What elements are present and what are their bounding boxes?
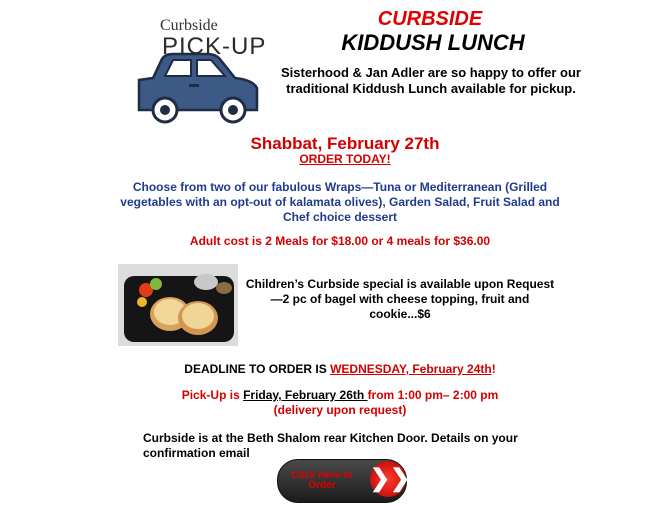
food-photo — [118, 264, 238, 346]
pickup-info — [120, 388, 560, 418]
double-chevron-right-icon[interactable]: ❯❯ — [370, 465, 411, 492]
pickup-time: from 1:00 pm– 2:00 pm — [367, 388, 499, 402]
logo-pickup-text: PICK-UP — [162, 33, 267, 60]
header-kiddush-lunch: KIDDUSH LUNCH — [341, 30, 525, 55]
pickup-delivery-note: (delivery upon request) — [273, 403, 407, 417]
deadline-prefix: DEADLINE TO ORDER IS — [184, 362, 331, 376]
shabbat-date: Shabbat, February 27th — [250, 134, 440, 153]
header-curbside: CURBSIDE — [377, 8, 483, 30]
pickup-date: Friday, February 26th — [243, 388, 368, 402]
curbside-location-note: Curbside is at the Beth Shalom rear Kitchen Door. Details on your confirmation email — [143, 431, 518, 460]
order-today-link[interactable]: ORDER TODAY! — [299, 152, 391, 166]
logo-curbside-text: Curbside — [160, 17, 218, 34]
childrens-special: Children’s Curbside special is available upon Request—2 pc of bagel with cheese topping, fruit and cookie...$6 — [245, 277, 555, 321]
deadline-date: WEDNESDAY, February 24th — [330, 362, 492, 376]
order-deadline — [120, 362, 560, 376]
order-button-label[interactable]: Click Here to Order — [291, 470, 353, 491]
deadline-suffix: ! — [491, 362, 496, 376]
menu-description: Choose from two of our fabulous Wraps—Tuna or Mediterranean (Grilled vegetables with an opt-out of kalamata olives), Garden Salad, Fruit Salad and Chef choice dessert — [120, 180, 560, 224]
intro-text: Sisterhood & Jan Adler are so happy to offer our traditional Kiddush Lunch available for pickup. — [280, 65, 581, 96]
pickup-prefix: Pick-Up is — [181, 388, 244, 402]
adult-cost: Adult cost is 2 Meals for $18.00 or 4 meals for $36.00 — [189, 234, 491, 248]
